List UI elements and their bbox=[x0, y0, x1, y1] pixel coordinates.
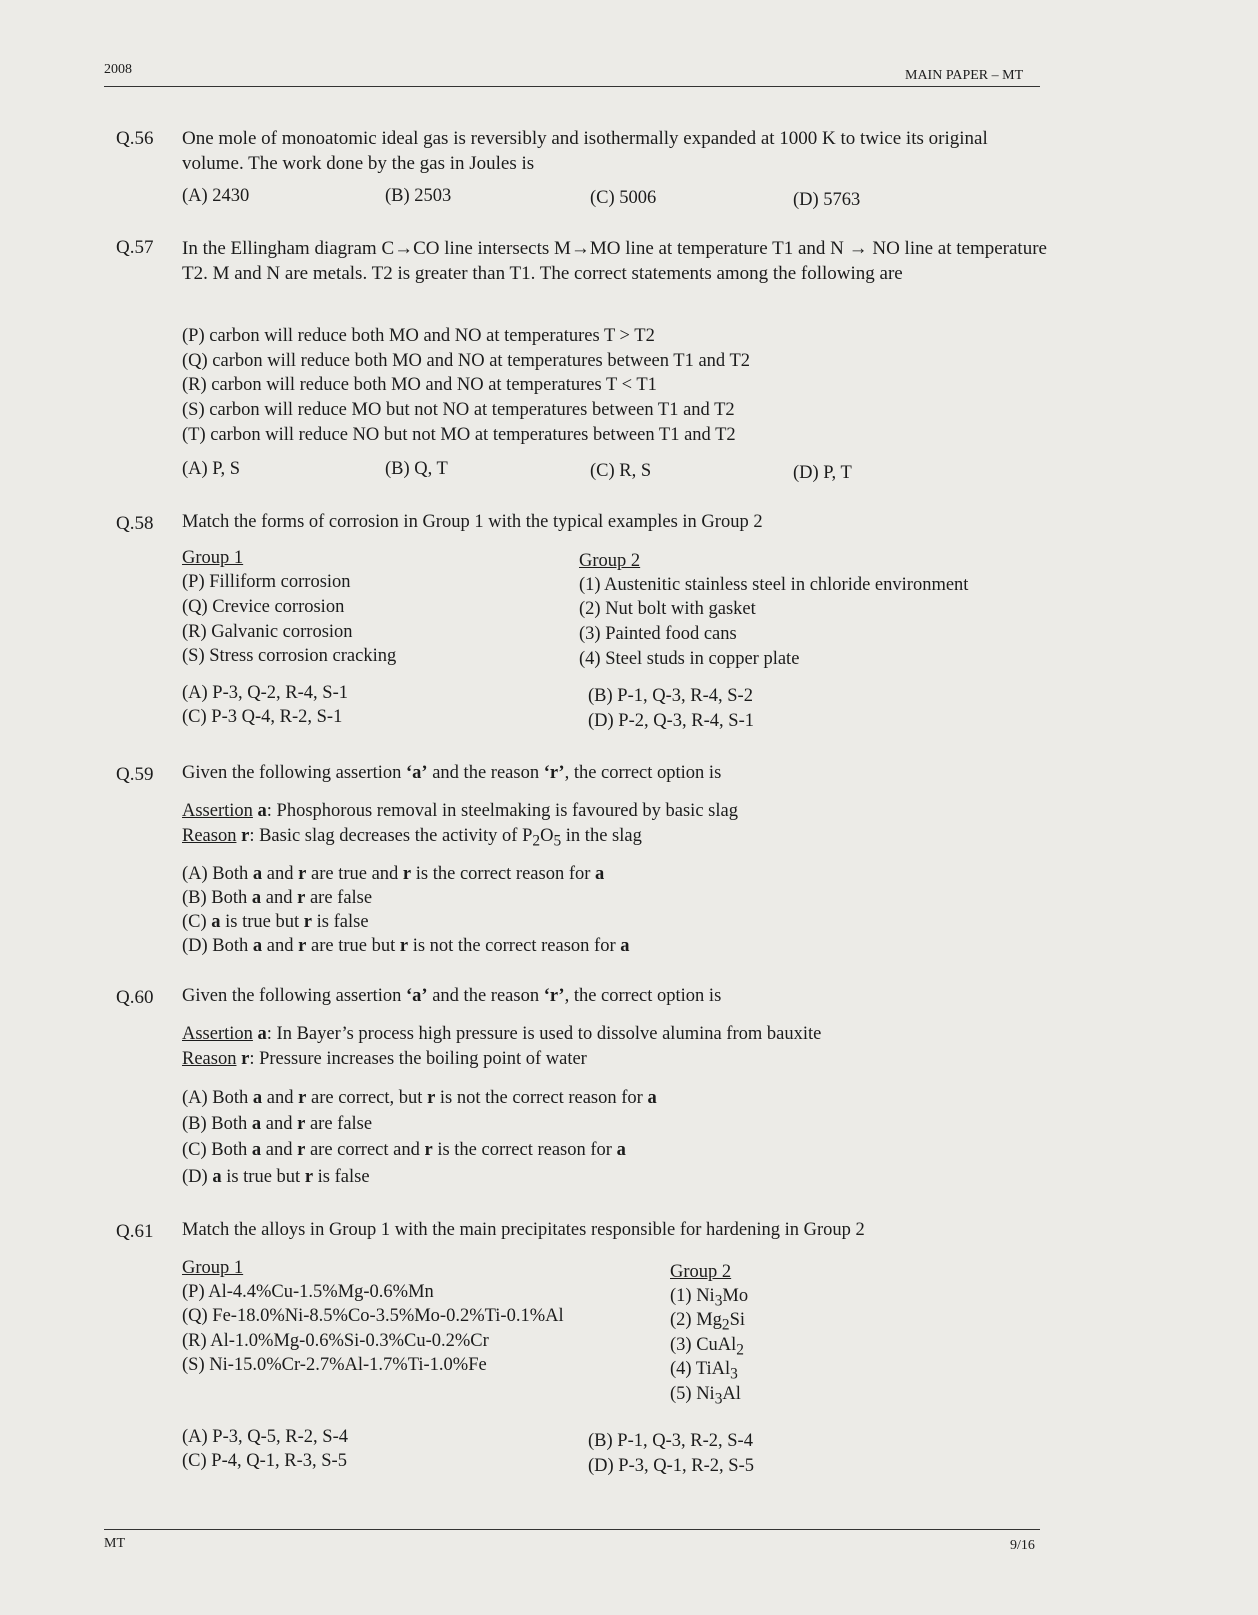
option-d: (D) P, T bbox=[793, 463, 852, 483]
question-text: One mole of monoatomic ideal gas is reversibly and isothermally expanded at 1000 K to twice its original volume. The work done by the gas in Joules is bbox=[182, 128, 988, 174]
question-number: Q.60 bbox=[116, 987, 154, 1008]
group2-item: (3) Painted food cans bbox=[579, 624, 737, 644]
option-b: (B) 2503 bbox=[385, 186, 452, 206]
option-c: (C) Both a and r are correct and r is the correct reason for a bbox=[182, 1140, 626, 1160]
reason: Reason r: Basic slag decreases the activity of $P_2O_5$ in the slag bbox=[182, 826, 642, 850]
option-d: (D) P-3, Q-1, R-2, S-5 bbox=[588, 1456, 754, 1476]
group2-item: (4) TiAl$_3$ bbox=[670, 1359, 738, 1383]
reason: Reason r: Pressure increases the boiling point of water bbox=[182, 1049, 587, 1069]
footer-page: 9/16 bbox=[1010, 1538, 1035, 1553]
option-b: (B) P-1, Q-3, R-2, S-4 bbox=[588, 1431, 753, 1451]
group1-item: (S) Ni-15.0%Cr-2.7%Al-1.7%Ti-1.0%Fe bbox=[182, 1355, 487, 1375]
option-a: (A) P, S bbox=[182, 459, 241, 479]
group1-item: (Q) Crevice corrosion bbox=[182, 597, 345, 617]
option-b: (B) Both a and r are false bbox=[182, 1114, 373, 1134]
option-c: (C) R, S bbox=[590, 461, 652, 481]
group2-title: Group 2 bbox=[579, 551, 641, 571]
group2-item: (3) CuAl$_2$ bbox=[670, 1335, 744, 1359]
statement: (P) carbon will reduce both MO and NO at temperatures T > T2 bbox=[182, 326, 655, 346]
header-year: 2008 bbox=[104, 62, 132, 77]
option-b: (B) Q, T bbox=[385, 459, 448, 479]
option-d: (D) P-2, Q-3, R-4, S-1 bbox=[588, 711, 754, 731]
question-text: Match the forms of corrosion in Group 1 with the typical examples in Group 2 bbox=[182, 512, 763, 532]
header-rule bbox=[104, 86, 1040, 87]
statement: (R) carbon will reduce both MO and NO at temperatures T < T1 bbox=[182, 375, 657, 395]
question-number: Q.59 bbox=[116, 764, 154, 785]
group2-item: (4) Steel studs in copper plate bbox=[579, 649, 800, 669]
option-a: (A) Both a and r are true and r is the correct reason for a bbox=[182, 864, 605, 884]
option-a: (A) P-3, Q-5, R-2, S-4 bbox=[182, 1427, 348, 1447]
group2-title: Group 2 bbox=[670, 1262, 732, 1282]
group1-item: (Q) Fe-18.0%Ni-8.5%Co-3.5%Mo-0.2%Ti-0.1%Al bbox=[182, 1306, 564, 1326]
footer-code: MT bbox=[104, 1536, 125, 1551]
question-text: Given the following assertion ‘a’ and the reason ‘r’, the correct option is bbox=[182, 763, 722, 783]
option-c: (C) 5006 bbox=[590, 188, 657, 208]
option-a: (A) 2430 bbox=[182, 186, 250, 206]
statement: (T) carbon will reduce NO but not MO at temperatures between T1 and T2 bbox=[182, 425, 736, 445]
group1-title: Group 1 bbox=[182, 1258, 244, 1278]
option-c: (C) a is true but r is false bbox=[182, 912, 369, 932]
statement: (S) carbon will reduce MO but not NO at temperatures between T1 and T2 bbox=[182, 400, 735, 420]
group1-item: (R) Al-1.0%Mg-0.6%Si-0.3%Cu-0.2%Cr bbox=[182, 1331, 489, 1351]
question-number: Q.57 bbox=[116, 237, 154, 258]
group2-item: (1) $Ni_3Mo$ bbox=[670, 1286, 749, 1310]
group2-item: (1) Austenitic stainless steel in chloride environment bbox=[579, 575, 969, 595]
question-text: Given the following assertion ‘a’ and the reason ‘r’, the correct option is bbox=[182, 986, 722, 1006]
option-b: (B) P-1, Q-3, R-4, S-2 bbox=[588, 686, 753, 706]
group2-item: (2) Nut bolt with gasket bbox=[579, 599, 756, 619]
option-a: (A) Both a and r are correct, but r is not the correct reason for a bbox=[182, 1088, 657, 1108]
footer-rule bbox=[104, 1529, 1040, 1530]
option-d: (D) a is true but r is false bbox=[182, 1167, 370, 1187]
question-number: Q.61 bbox=[116, 1221, 154, 1242]
group1-item: (P) Filliform corrosion bbox=[182, 572, 351, 592]
group2-item: (5) $Ni_3Al$ bbox=[670, 1384, 741, 1408]
group1-item: (R) Galvanic corrosion bbox=[182, 622, 353, 642]
option-a: (A) P-3, Q-2, R-4, S-1 bbox=[182, 683, 348, 703]
question-text: In the Ellingham diagram C→CO line intersects M→MO line at temperature T1 and N → NO line at temperature T2. M and N are metals. T2 is greater than T1. The correct statements among the following are bbox=[182, 238, 1047, 284]
assertion: Assertion a: In Bayer’s process high pressure is used to dissolve alumina from bauxite bbox=[182, 1024, 822, 1044]
question-text: Match the alloys in Group 1 with the main precipitates responsible for hardening in Group 2 bbox=[182, 1220, 865, 1240]
assertion: Assertion a: Phosphorous removal in steelmaking is favoured by basic slag bbox=[182, 801, 738, 821]
question-number: Q.56 bbox=[116, 128, 154, 149]
statement: (Q) carbon will reduce both MO and NO at temperatures between T1 and T2 bbox=[182, 351, 751, 371]
group1-item: (S) Stress corrosion cracking bbox=[182, 646, 397, 666]
group1-title: Group 1 bbox=[182, 548, 244, 568]
option-c: (C) P-3 Q-4, R-2, S-1 bbox=[182, 707, 343, 727]
option-c: (C) P-4, Q-1, R-3, S-5 bbox=[182, 1451, 347, 1471]
question-number: Q.58 bbox=[116, 513, 154, 534]
option-d: (D) Both a and r are true but r is not the correct reason for a bbox=[182, 936, 630, 956]
option-d: (D) 5763 bbox=[793, 190, 861, 210]
group2-item: (2) $Mg_2Si$ bbox=[670, 1310, 746, 1334]
option-b: (B) Both a and r are false bbox=[182, 888, 373, 908]
group1-item: (P) Al-4.4%Cu-1.5%Mg-0.6%Mn bbox=[182, 1282, 434, 1302]
header-paper: MAIN PAPER – MT bbox=[905, 68, 1024, 83]
